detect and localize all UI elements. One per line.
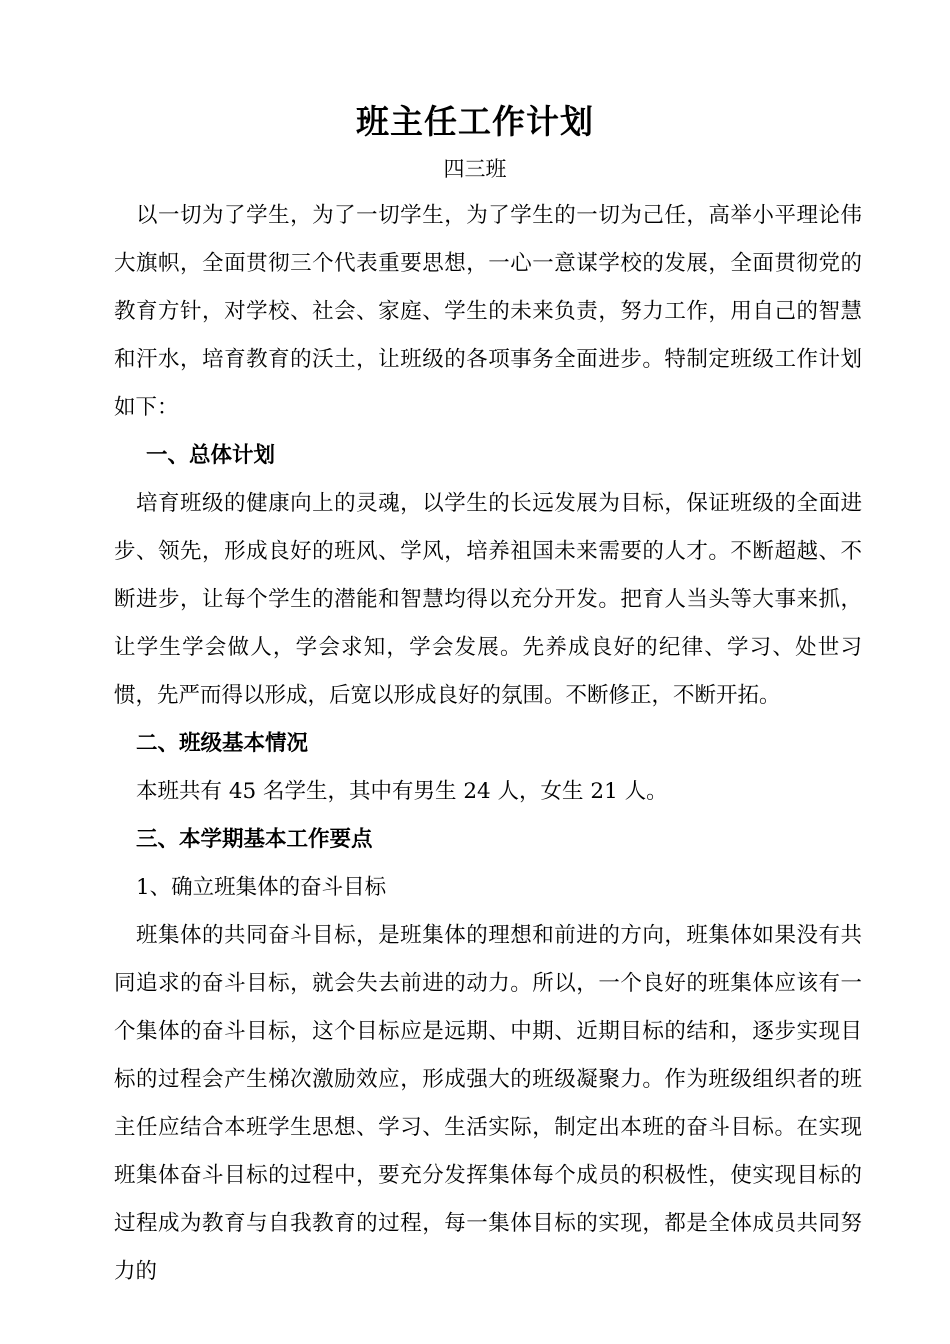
section-heading-work-points: 三、本学期基本工作要点 [136,827,373,852]
section-heading-class-info: 二、班级基本情况 [136,731,309,756]
class-info-paragraph: 本班共有 45 名学生，其中有男生 24 人，女生 21 人。 [136,779,668,804]
overall-plan-paragraph: 培育班级的健康向上的灵魂，以学生的长远发展为目标，保证班级的全面进步、领先，形成良好的班风、学风，培养祖国未来需要的人才。不断超越、不断进步，让每个学生的潜能和智慧均得以充分开发。把育人当头等大事来抓，让学生学会做人，学会求知，学会发展。先养成良好的纪律、学习、处世习惯，先严而得以形成，后宽以形成良好的氛围。不断修正，不断开拓。 [114,491,862,708]
class-subtitle: 四三班 [443,157,507,181]
page-title: 班主任工作计划 [356,102,594,141]
document-body [114,192,862,1296]
section-heading-overall-plan: 一、总体计划 [146,443,276,468]
work-point-1-heading: 1、确立班集体的奋斗目标 [136,875,387,900]
work-point-1-paragraph: 班集体的共同奋斗目标，是班集体的理想和前进的方向，班集体如果没有共同追求的奋斗目标，就会失去前进的动力。所以，一个良好的班集体应该有一个集体的奋斗目标，这个目标应是远期、中期、近期目标的结和，逐步实现目标的过程会产生梯次激励效应，形成强大的班级凝聚力。作为班级组织者的班主任应结合本班学生思想、学习、生活实际，制定出本班的奋斗目标。在实现班集体奋斗目标的过程中，要充分发挥集体每个成员的积极性，使实现目标的过程成为教育与自我教育的过程，每一集体目标的实现，都是全体成员共同努力的 [114,923,862,1284]
intro-paragraph: 以一切为了学生，为了一切学生，为了学生的一切为己任，高举小平理论伟大旗帜，全面贯彻三个代表重要思想，一心一意谋学校的发展，全面贯彻党的教育方针，对学校、社会、家庭、学生的未来负责，努力工作，用自己的智慧和汗水，培育教育的沃土，让班级的各项事务全面进步。特制定班级工作计划如下： [114,203,862,420]
